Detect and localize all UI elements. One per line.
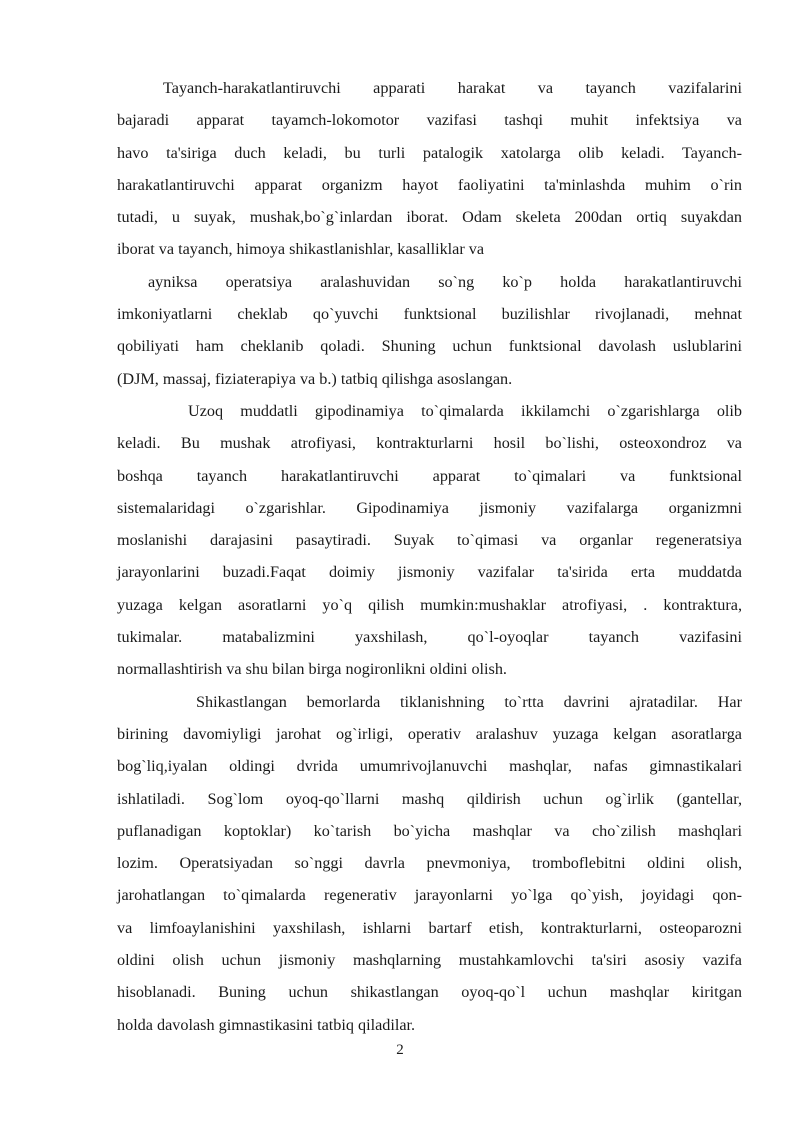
page-number: 2: [396, 1042, 404, 1058]
text-line: va limfoaylanishini yaxshilash, ishlarni bartarf etish, kontrakturlarni, osteoparozni: [117, 918, 742, 937]
text-line: Uzoq muddatli gipodinamiya to`qimalarda ikkilamchi o`zgarishlarga olib: [188, 401, 742, 420]
text-line: jarayonlarini buzadi.Faqat doimiy jismoniy vazifalar ta'sirida erta muddatda: [117, 563, 742, 582]
text-line: qobiliyati ham cheklanib qoladi. Shuning uchun funktsional davolash uslublarini: [117, 337, 742, 356]
text-line: oldini olish uchun jismoniy mashqlarning mustahkamlovchi ta'siri asosiy vazifa: [117, 951, 742, 970]
text-line: Shikastlangan bemorlarda tiklanishning to`rtta davrini ajratadilar. Har: [196, 692, 742, 711]
text-line: keladi. Bu mushak atrofiyasi, kontrakturlarni hosil bo`lishi, osteoxondroz va: [117, 434, 742, 453]
text-line: tutadi, u suyak, mushak,bo`g`inlardan iborat. Odam skeleta 200dan ortiq suyakdan: [117, 208, 742, 227]
text-line: imkoniyatlarni cheklab qo`yuvchi funktsional buzilishlar rivojlanadi, mehnat: [117, 305, 742, 324]
text-line: harakatlantiruvchi apparat organizm hayot faoliyatini ta'minlashda muhim o`rin: [117, 175, 742, 194]
text-line: ayniksa operatsiya aralashuvidan so`ng ko`p holda harakatlantiruvchi: [148, 272, 742, 291]
text-line: holda davolash gimnastikasini tatbiq qiladilar.: [117, 1015, 416, 1034]
text-line: bog`liq,iyalan oldingi dvrida umumrivojlanuvchi mashqlar, nafas gimnastikalari: [117, 757, 742, 776]
text-line: jarohatlangan to`qimalarda regenerativ jarayonlarni yo`lga qo`yish, joyidagi qon-: [117, 886, 742, 905]
text-line: lozim. Operatsiyadan so`nggi davrla pnevmoniya, tromboflebitni oldini olish,: [117, 854, 742, 873]
text-line: puflanadigan koptoklar) ko`tarish bo`yicha mashqlar va cho`zilish mashqlari: [117, 821, 742, 840]
text-line: sistemalaridagi o`zgarishlar. Gipodinamiya jismoniy vazifalarga organizmni: [117, 498, 742, 517]
text-line: (DJM, massaj, fiziaterapiya va b.) tatbiq qilishga asoslangan.: [117, 369, 513, 388]
text-line: havo ta'siriga duch keladi, bu turli patalogik xatolarga olib keladi. Tayanch-: [117, 143, 742, 162]
text-line: hisoblanadi. Buning uchun shikastlangan oyoq-qo`l uchun mashqlar kiritgan: [117, 983, 742, 1002]
document-body: [117, 72, 742, 1041]
text-line: birining davomiyligi jarohat og`irligi, operativ aralashuv yuzaga kelgan asoratlarga: [117, 724, 742, 743]
text-line: ishlatiladi. Sog`lom oyoq-qo`llarni mashq qildirish uchun og`irlik (gantellar,: [117, 789, 742, 808]
text-line: bajaradi apparat tayamch-lokomotor vazifasi tashqi muhit infektsiya va: [117, 111, 742, 130]
text-line: Tayanch-harakatlantiruvchi apparati harakat va tayanch vazifalarini: [163, 79, 742, 97]
text-line: tukimalar. matabalizmini yaxshilash, qo`l-oyoqlar tayanch vazifasini: [117, 628, 742, 647]
text-line: moslanishi darajasini pasaytiradi. Suyak to`qimasi va organlar regeneratsiya: [117, 531, 742, 550]
text-line: iborat va tayanch, himoya shikastlanishlar, kasalliklar va: [117, 240, 485, 259]
text-line: boshqa tayanch harakatlantiruvchi apparat to`qimalari va funktsional: [117, 466, 742, 485]
text-line: normallashtirish va shu bilan birga nogironlikni oldini olish.: [117, 660, 507, 679]
text-line: yuzaga kelgan asoratlarni yo`q qilish mumkin:mushaklar atrofiyasi, . kontraktura,: [117, 595, 742, 614]
